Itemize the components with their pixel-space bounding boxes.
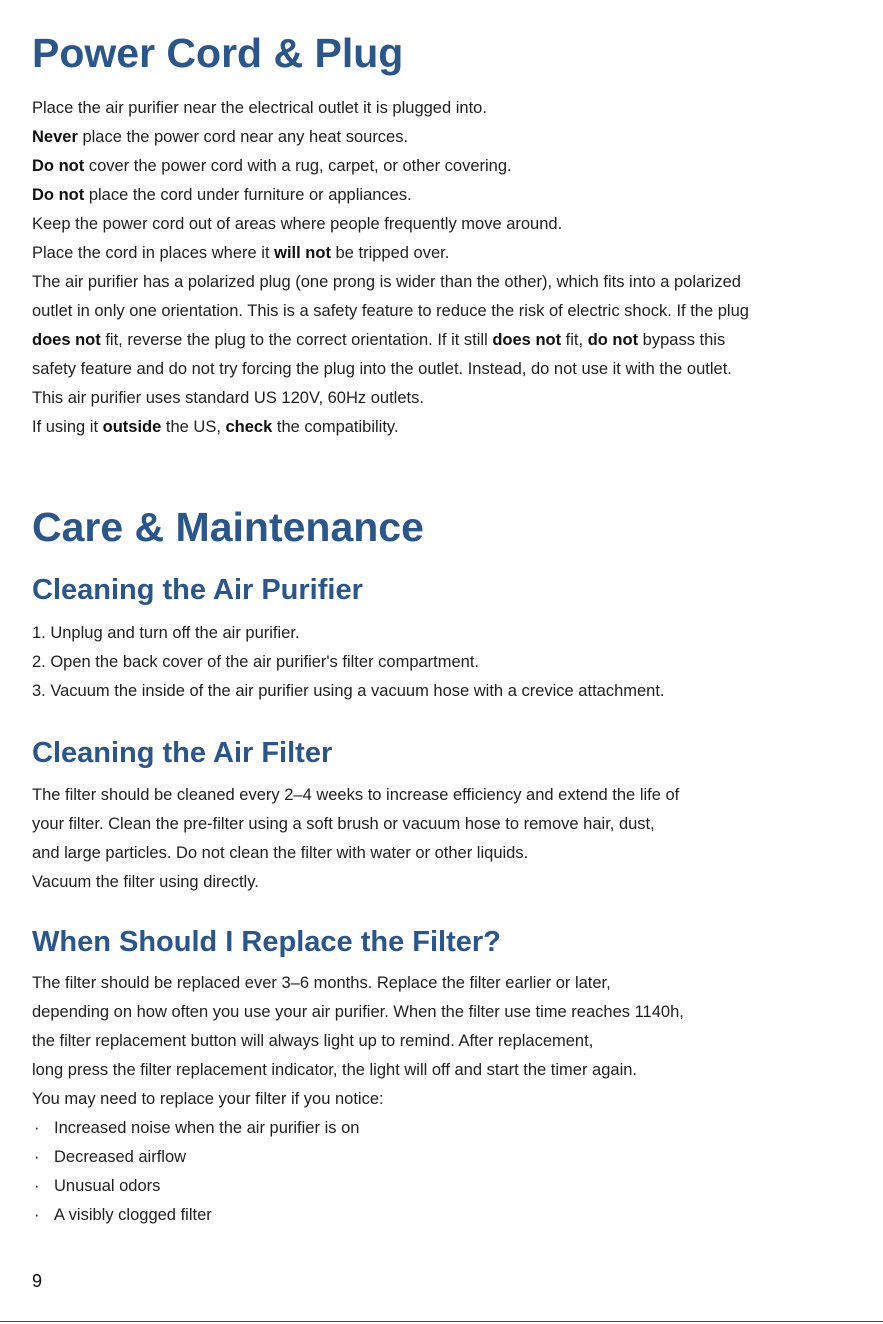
cleaning-filter-heading: Cleaning the Air Filter xyxy=(32,737,333,769)
cleaning-step-3: 3. Vacuum the inside of the air purifier using a vacuum hose with a crevice attachment. xyxy=(32,682,665,700)
power-line-8: outlet in only one orientation. This is a safety feature to reduce the risk of electric shock. If the plug xyxy=(32,302,749,320)
text: bypass this xyxy=(638,331,726,349)
bullet-icon: · xyxy=(34,1119,40,1137)
filter-line-3: and large particles. Do not clean the filter with water or other liquids. xyxy=(32,844,529,862)
emphasis-text: do not xyxy=(587,331,639,349)
emphasis-text: outside xyxy=(102,418,162,436)
power-line-11: This air purifier uses standard US 120V, 60Hz outlets. xyxy=(32,389,424,407)
emphasis-text: Do not xyxy=(32,157,85,175)
bullet-text: Unusual odors xyxy=(54,1177,161,1195)
cleaning-step-2: 2. Open the back cover of the air purifier's filter compartment. xyxy=(32,653,480,671)
emphasis-text: does not xyxy=(492,331,562,349)
text: be tripped over. xyxy=(330,244,450,262)
power-line-5: Keep the power cord out of areas where people frequently move around. xyxy=(32,215,563,233)
cleaning-step-1: 1. Unplug and turn off the air purifier. xyxy=(32,624,300,642)
text: place the power cord near any heat sources. xyxy=(77,128,409,146)
replace-line-3: the filter replacement button will always light up to remind. After replacement, xyxy=(32,1032,594,1050)
page-bottom-divider xyxy=(0,1321,883,1322)
filter-line-2: your filter. Clean the pre-filter using a soft brush or vacuum hose to remove hair, dust, xyxy=(32,815,655,833)
power-line-3 xyxy=(32,155,512,177)
care-maintenance-heading: Care & Maintenance xyxy=(32,504,424,550)
bullet-item xyxy=(34,1175,160,1197)
bullet-text: Increased noise when the air purifier is on xyxy=(54,1119,360,1137)
emphasis-text: check xyxy=(225,418,273,436)
power-line-6 xyxy=(32,242,449,264)
power-line-7: The air purifier has a polarized plug (one prong is wider than the other), which fits into a polarized xyxy=(32,273,741,291)
emphasis-text: will not xyxy=(274,244,331,262)
power-line-1: Place the air purifier near the electrical outlet it is plugged into. xyxy=(32,99,487,117)
text: Place the cord in places where it xyxy=(32,244,275,262)
replace-line-1: The filter should be replaced ever 3–6 months. Replace the filter earlier or later, xyxy=(32,974,611,992)
emphasis-text: Never xyxy=(32,128,78,146)
power-line-12 xyxy=(32,416,399,438)
bullet-item xyxy=(34,1146,186,1168)
text: fit, xyxy=(561,331,588,349)
power-line-2 xyxy=(32,126,408,148)
emphasis-text: does not xyxy=(32,331,101,349)
text: fit, reverse the plug to the correct orientation. If it still xyxy=(100,331,493,349)
emphasis-text: Do not xyxy=(32,186,85,204)
filter-line-1: The filter should be cleaned every 2–4 weeks to increase efficiency and extend the life of xyxy=(32,786,680,804)
filter-line-4: Vacuum the filter using directly. xyxy=(32,873,259,891)
power-line-9 xyxy=(32,329,725,351)
text: the compatibility. xyxy=(272,418,399,436)
cleaning-purifier-heading: Cleaning the Air Purifier xyxy=(32,574,363,606)
bullet-icon: · xyxy=(34,1148,40,1166)
text: the US, xyxy=(161,418,226,436)
bullet-text: A visibly clogged filter xyxy=(54,1206,212,1224)
text: place the cord under furniture or appliances. xyxy=(84,186,412,204)
bullet-icon: · xyxy=(34,1206,40,1224)
bullet-icon: · xyxy=(34,1177,40,1195)
replace-line-2: depending on how often you use your air purifier. When the filter use time reaches 1140h, xyxy=(32,1003,684,1021)
replace-line-5: You may need to replace your filter if you notice: xyxy=(32,1090,384,1108)
bullet-item xyxy=(34,1204,212,1226)
bullet-item xyxy=(34,1117,359,1139)
replace-line-4: long press the filter replacement indicator, the light will off and start the timer again. xyxy=(32,1061,638,1079)
bullet-text: Decreased airflow xyxy=(54,1148,187,1166)
text: cover the power cord with a rug, carpet, or other covering. xyxy=(84,157,512,175)
power-line-10: safety feature and do not try forcing the plug into the outlet. Instead, do not use it with the outlet. xyxy=(32,360,732,378)
replace-filter-heading: When Should I Replace the Filter? xyxy=(32,926,501,958)
power-line-4 xyxy=(32,184,412,206)
text: If using it xyxy=(32,418,103,436)
page-number: 9 xyxy=(32,1271,43,1291)
power-cord-heading: Power Cord & Plug xyxy=(32,30,404,76)
